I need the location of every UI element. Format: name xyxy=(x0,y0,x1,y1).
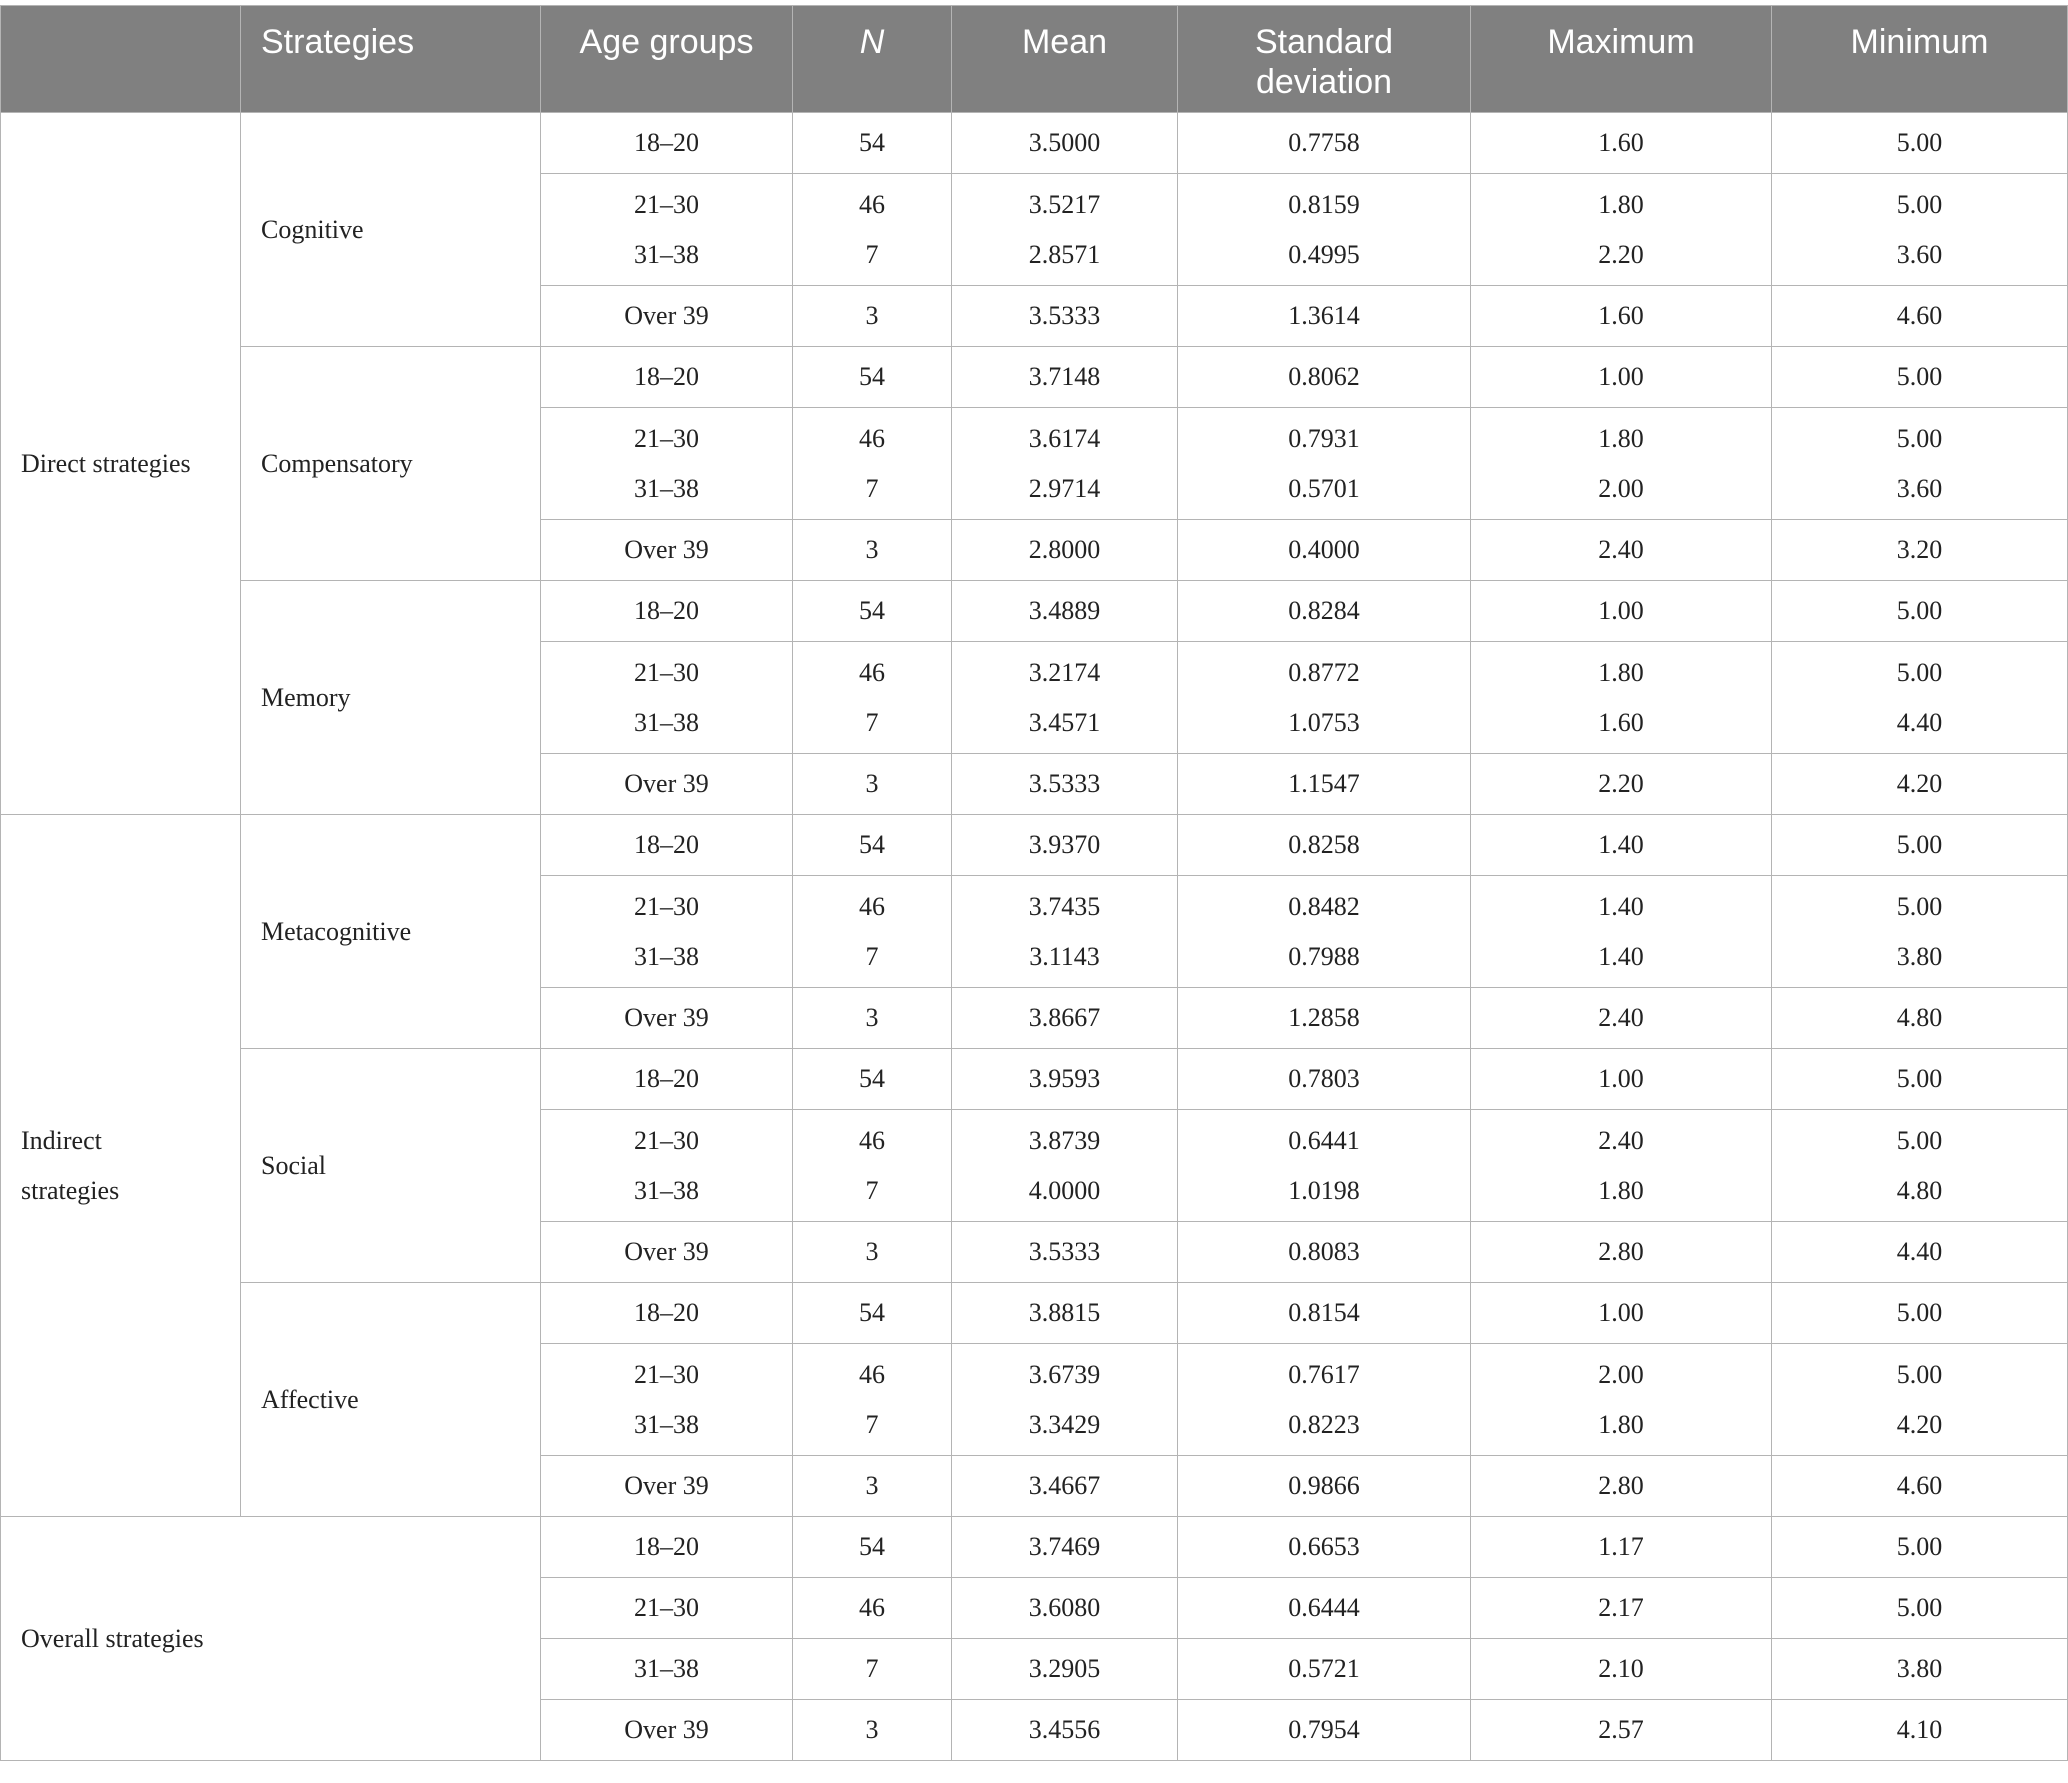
cell-min: 4.80 xyxy=(1772,988,2068,1049)
header-group xyxy=(1,6,241,113)
cell-sd: 0.5721 xyxy=(1178,1639,1471,1700)
cell-age xyxy=(541,174,793,286)
cell-n-value: 7 xyxy=(865,473,879,503)
strategy-label-social: Social xyxy=(241,1049,541,1283)
cell-mean: 3.5333 xyxy=(952,1222,1178,1283)
cell-n-value: 7 xyxy=(865,707,879,737)
cell-age: Over 39 xyxy=(541,286,793,347)
cell-mean-value: 3.3429 xyxy=(1028,1409,1101,1439)
table-row xyxy=(1,815,2068,876)
cell-n: 3 xyxy=(793,1222,952,1283)
cell-mean: 3.5333 xyxy=(952,754,1178,815)
cell-sd: 0.7803 xyxy=(1178,1049,1471,1110)
cell-age xyxy=(541,876,793,988)
cell-min xyxy=(1772,876,2068,988)
cell-age-value: 31–38 xyxy=(634,1409,699,1439)
cell-n: 54 xyxy=(793,581,952,642)
cell-sd-value: 0.7617 xyxy=(1288,1359,1360,1389)
cell-n: 54 xyxy=(793,1517,952,1578)
cell-min xyxy=(1772,1344,2068,1456)
cell-max xyxy=(1471,1344,1772,1456)
cell-mean: 3.4556 xyxy=(952,1700,1178,1761)
cell-sd: 0.8258 xyxy=(1178,815,1471,876)
cell-n: 3 xyxy=(793,988,952,1049)
cell-age-value: 21–30 xyxy=(634,189,699,219)
cell-n-value: 46 xyxy=(859,423,885,453)
cell-n-value: 46 xyxy=(859,189,885,219)
cell-age xyxy=(541,642,793,754)
table-body xyxy=(1,113,2068,1761)
cell-mean-value: 3.2174 xyxy=(1028,657,1101,687)
cell-min-value: 5.00 xyxy=(1896,1125,1943,1155)
cell-n: 54 xyxy=(793,1049,952,1110)
table-row xyxy=(1,1283,2068,1344)
table-row xyxy=(1,581,2068,642)
cell-max-value: 1.80 xyxy=(1598,423,1644,453)
cell-n-value: 7 xyxy=(865,1175,879,1205)
cell-min-value: 3.60 xyxy=(1896,239,1943,269)
strategy-label-compensatory: Compensatory xyxy=(241,347,541,581)
cell-mean-value: 3.6174 xyxy=(1028,423,1101,453)
table-row xyxy=(1,1049,2068,1110)
cell-max-value: 2.20 xyxy=(1598,239,1644,269)
cell-mean-value: 3.7435 xyxy=(1028,891,1101,921)
cell-min: 5.00 xyxy=(1772,1283,2068,1344)
cell-max: 2.57 xyxy=(1471,1700,1772,1761)
cell-mean: 3.9370 xyxy=(952,815,1178,876)
cell-min-value: 5.00 xyxy=(1896,423,1943,453)
cell-max: 2.80 xyxy=(1471,1222,1772,1283)
cell-age: 18–20 xyxy=(541,581,793,642)
cell-sd: 0.6653 xyxy=(1178,1517,1471,1578)
group-label-indirect-line: strategies xyxy=(21,1175,120,1205)
cell-age xyxy=(541,408,793,520)
cell-age: Over 39 xyxy=(541,754,793,815)
cell-sd-value: 0.6441 xyxy=(1288,1125,1360,1155)
cell-max: 1.00 xyxy=(1471,1283,1772,1344)
header-mean: Mean xyxy=(952,6,1178,113)
cell-mean-value: 2.9714 xyxy=(1028,473,1101,503)
cell-age-value: 31–38 xyxy=(634,473,699,503)
cell-max: 2.40 xyxy=(1471,988,1772,1049)
cell-max: 2.80 xyxy=(1471,1456,1772,1517)
cell-age: 18–20 xyxy=(541,815,793,876)
cell-age-value: 31–38 xyxy=(634,707,699,737)
cell-mean: 2.8000 xyxy=(952,520,1178,581)
cell-mean xyxy=(952,408,1178,520)
cell-min-value: 4.40 xyxy=(1896,707,1943,737)
cell-max: 1.00 xyxy=(1471,347,1772,408)
cell-min-value: 4.20 xyxy=(1896,1409,1943,1439)
cell-sd-value: 0.7988 xyxy=(1288,941,1360,971)
group-label-overall: Overall strategies xyxy=(1,1517,541,1761)
cell-max: 1.00 xyxy=(1471,1049,1772,1110)
cell-sd: 1.2858 xyxy=(1178,988,1471,1049)
cell-sd xyxy=(1178,876,1471,988)
cell-max-value: 1.80 xyxy=(1598,1409,1644,1439)
cell-min: 5.00 xyxy=(1772,113,2068,174)
cell-sd-value: 1.0753 xyxy=(1288,707,1360,737)
cell-mean: 3.8667 xyxy=(952,988,1178,1049)
cell-n: 3 xyxy=(793,286,952,347)
cell-n-value: 46 xyxy=(859,1125,885,1155)
header-row xyxy=(1,6,2068,113)
table-row xyxy=(1,347,2068,408)
cell-mean-value: 4.0000 xyxy=(1028,1175,1101,1205)
cell-min-value: 4.80 xyxy=(1896,1175,1943,1205)
cell-max: 2.17 xyxy=(1471,1578,1772,1639)
cell-min: 5.00 xyxy=(1772,1049,2068,1110)
strategies-by-age-table xyxy=(0,5,2068,1761)
cell-max xyxy=(1471,642,1772,754)
cell-age-value: 31–38 xyxy=(634,239,699,269)
cell-age: 18–20 xyxy=(541,1517,793,1578)
cell-min: 5.00 xyxy=(1772,815,2068,876)
cell-max: 1.17 xyxy=(1471,1517,1772,1578)
cell-mean xyxy=(952,1344,1178,1456)
cell-min xyxy=(1772,1110,2068,1222)
cell-age: Over 39 xyxy=(541,520,793,581)
cell-sd: 1.1547 xyxy=(1178,754,1471,815)
cell-age: 31–38 xyxy=(541,1639,793,1700)
cell-n xyxy=(793,876,952,988)
cell-n xyxy=(793,408,952,520)
cell-sd-value: 0.5701 xyxy=(1288,473,1360,503)
group-label-direct: Direct strategies xyxy=(1,113,241,815)
cell-mean-value: 3.4571 xyxy=(1028,707,1101,737)
cell-age-value: 21–30 xyxy=(634,891,699,921)
cell-min: 5.00 xyxy=(1772,581,2068,642)
cell-age-value: 31–38 xyxy=(634,941,699,971)
cell-n-value: 7 xyxy=(865,239,879,269)
cell-mean: 3.5333 xyxy=(952,286,1178,347)
cell-min-value: 5.00 xyxy=(1896,1359,1943,1389)
cell-mean: 3.2905 xyxy=(952,1639,1178,1700)
cell-age xyxy=(541,1344,793,1456)
cell-max xyxy=(1471,876,1772,988)
cell-n-value: 46 xyxy=(859,657,885,687)
cell-mean-value: 2.8571 xyxy=(1028,239,1101,269)
cell-max-value: 1.80 xyxy=(1598,1175,1644,1205)
cell-n: 46 xyxy=(793,1578,952,1639)
cell-mean: 3.7148 xyxy=(952,347,1178,408)
cell-n: 54 xyxy=(793,815,952,876)
cell-sd: 0.8284 xyxy=(1178,581,1471,642)
cell-max: 1.60 xyxy=(1471,286,1772,347)
strategy-label-cognitive: Cognitive xyxy=(241,113,541,347)
cell-min: 5.00 xyxy=(1772,1517,2068,1578)
cell-min-value: 5.00 xyxy=(1896,891,1943,921)
cell-mean xyxy=(952,1110,1178,1222)
cell-max: 1.60 xyxy=(1471,113,1772,174)
cell-age: Over 39 xyxy=(541,1222,793,1283)
cell-max: 2.10 xyxy=(1471,1639,1772,1700)
cell-sd-value: 0.8482 xyxy=(1288,891,1360,921)
cell-min-value: 3.80 xyxy=(1896,941,1943,971)
cell-n: 54 xyxy=(793,113,952,174)
cell-mean: 3.7469 xyxy=(952,1517,1178,1578)
cell-n-value: 7 xyxy=(865,941,879,971)
header-age-groups: Age groups xyxy=(541,6,793,113)
cell-max-value: 2.40 xyxy=(1598,1125,1644,1155)
cell-age: Over 39 xyxy=(541,1456,793,1517)
cell-age: 18–20 xyxy=(541,347,793,408)
header-sd-line-1: Standard xyxy=(1255,23,1393,61)
cell-max-value: 1.60 xyxy=(1598,707,1644,737)
cell-age-value: 21–30 xyxy=(634,1125,699,1155)
cell-max xyxy=(1471,408,1772,520)
cell-age: 18–20 xyxy=(541,1049,793,1110)
header-n: N xyxy=(793,6,952,113)
cell-mean-value: 3.1143 xyxy=(1029,941,1100,971)
cell-sd-value: 0.7931 xyxy=(1288,423,1360,453)
cell-mean xyxy=(952,876,1178,988)
cell-sd: 0.4000 xyxy=(1178,520,1471,581)
cell-sd-value: 0.8223 xyxy=(1288,1409,1360,1439)
cell-n-value: 7 xyxy=(865,1409,879,1439)
cell-min: 4.60 xyxy=(1772,1456,2068,1517)
group-label-indirect xyxy=(1,815,241,1517)
cell-min: 3.80 xyxy=(1772,1639,2068,1700)
cell-n: 54 xyxy=(793,1283,952,1344)
cell-max-value: 1.80 xyxy=(1598,189,1644,219)
header-sd-line-2: deviation xyxy=(1255,63,1393,101)
cell-n-value: 46 xyxy=(859,891,885,921)
cell-mean-value: 3.6739 xyxy=(1028,1359,1101,1389)
cell-n: 3 xyxy=(793,1456,952,1517)
table-container xyxy=(0,5,2068,1761)
cell-sd-value: 1.0198 xyxy=(1288,1175,1360,1205)
cell-age-value: 21–30 xyxy=(634,1359,699,1389)
cell-min: 4.10 xyxy=(1772,1700,2068,1761)
cell-sd: 0.8083 xyxy=(1178,1222,1471,1283)
cell-age-value: 31–38 xyxy=(634,1175,699,1205)
cell-n xyxy=(793,642,952,754)
cell-age: 18–20 xyxy=(541,1283,793,1344)
cell-max: 1.40 xyxy=(1471,815,1772,876)
cell-mean xyxy=(952,174,1178,286)
cell-max-value: 1.40 xyxy=(1598,941,1644,971)
cell-age xyxy=(541,1110,793,1222)
cell-n: 3 xyxy=(793,520,952,581)
header-minimum: Minimum xyxy=(1772,6,2068,113)
cell-max xyxy=(1471,1110,1772,1222)
cell-sd: 1.3614 xyxy=(1178,286,1471,347)
cell-sd: 0.8062 xyxy=(1178,347,1471,408)
cell-sd xyxy=(1178,1110,1471,1222)
cell-age-value: 21–30 xyxy=(634,423,699,453)
cell-mean: 3.8815 xyxy=(952,1283,1178,1344)
cell-mean: 3.9593 xyxy=(952,1049,1178,1110)
cell-max: 2.40 xyxy=(1471,520,1772,581)
cell-mean-value: 3.5217 xyxy=(1028,189,1101,219)
cell-age-value: 21–30 xyxy=(634,657,699,687)
cell-sd xyxy=(1178,408,1471,520)
cell-age: Over 39 xyxy=(541,988,793,1049)
cell-mean: 3.5000 xyxy=(952,113,1178,174)
cell-min-value: 5.00 xyxy=(1896,189,1943,219)
cell-min xyxy=(1772,642,2068,754)
strategy-label-metacognitive: Metacognitive xyxy=(241,815,541,1049)
cell-min xyxy=(1772,174,2068,286)
cell-sd-value: 0.8159 xyxy=(1288,189,1360,219)
cell-mean: 3.4889 xyxy=(952,581,1178,642)
cell-mean-value: 3.8739 xyxy=(1028,1125,1101,1155)
cell-sd: 0.6444 xyxy=(1178,1578,1471,1639)
group-label-indirect-line: Indirect xyxy=(21,1125,102,1155)
cell-min: 4.60 xyxy=(1772,286,2068,347)
cell-mean: 3.6080 xyxy=(952,1578,1178,1639)
header-maximum: Maximum xyxy=(1471,6,1772,113)
cell-max-value: 2.00 xyxy=(1598,473,1644,503)
cell-max: 2.20 xyxy=(1471,754,1772,815)
cell-sd xyxy=(1178,174,1471,286)
cell-max-value: 1.40 xyxy=(1598,891,1644,921)
cell-sd-value: 0.4995 xyxy=(1288,239,1360,269)
cell-sd: 0.8154 xyxy=(1178,1283,1471,1344)
cell-age: Over 39 xyxy=(541,1700,793,1761)
cell-n: 3 xyxy=(793,754,952,815)
cell-n xyxy=(793,1110,952,1222)
header-strategies: Strategies xyxy=(241,6,541,113)
cell-max-value: 1.80 xyxy=(1598,657,1644,687)
cell-mean xyxy=(952,642,1178,754)
cell-sd xyxy=(1178,1344,1471,1456)
header-standard-deviation xyxy=(1178,6,1471,113)
cell-age: 21–30 xyxy=(541,1578,793,1639)
cell-min: 5.00 xyxy=(1772,347,2068,408)
cell-min xyxy=(1772,408,2068,520)
cell-max xyxy=(1471,174,1772,286)
cell-sd: 0.7758 xyxy=(1178,113,1471,174)
table-row xyxy=(1,113,2068,174)
table-row xyxy=(1,1517,2068,1578)
cell-min: 4.40 xyxy=(1772,1222,2068,1283)
cell-n: 7 xyxy=(793,1639,952,1700)
cell-n-value: 46 xyxy=(859,1359,885,1389)
cell-sd: 0.7954 xyxy=(1178,1700,1471,1761)
cell-max-value: 2.00 xyxy=(1598,1359,1644,1389)
cell-age: 18–20 xyxy=(541,113,793,174)
strategy-label-affective: Affective xyxy=(241,1283,541,1517)
cell-min: 3.20 xyxy=(1772,520,2068,581)
cell-n xyxy=(793,1344,952,1456)
cell-sd xyxy=(1178,642,1471,754)
cell-n xyxy=(793,174,952,286)
cell-sd: 0.9866 xyxy=(1178,1456,1471,1517)
cell-min: 5.00 xyxy=(1772,1578,2068,1639)
cell-max: 1.00 xyxy=(1471,581,1772,642)
cell-min: 4.20 xyxy=(1772,754,2068,815)
cell-n: 54 xyxy=(793,347,952,408)
cell-n: 3 xyxy=(793,1700,952,1761)
strategy-label-memory: Memory xyxy=(241,581,541,815)
cell-min-value: 3.60 xyxy=(1896,473,1943,503)
cell-min-value: 5.00 xyxy=(1896,657,1943,687)
cell-sd-value: 0.8772 xyxy=(1288,657,1360,687)
cell-mean: 3.4667 xyxy=(952,1456,1178,1517)
